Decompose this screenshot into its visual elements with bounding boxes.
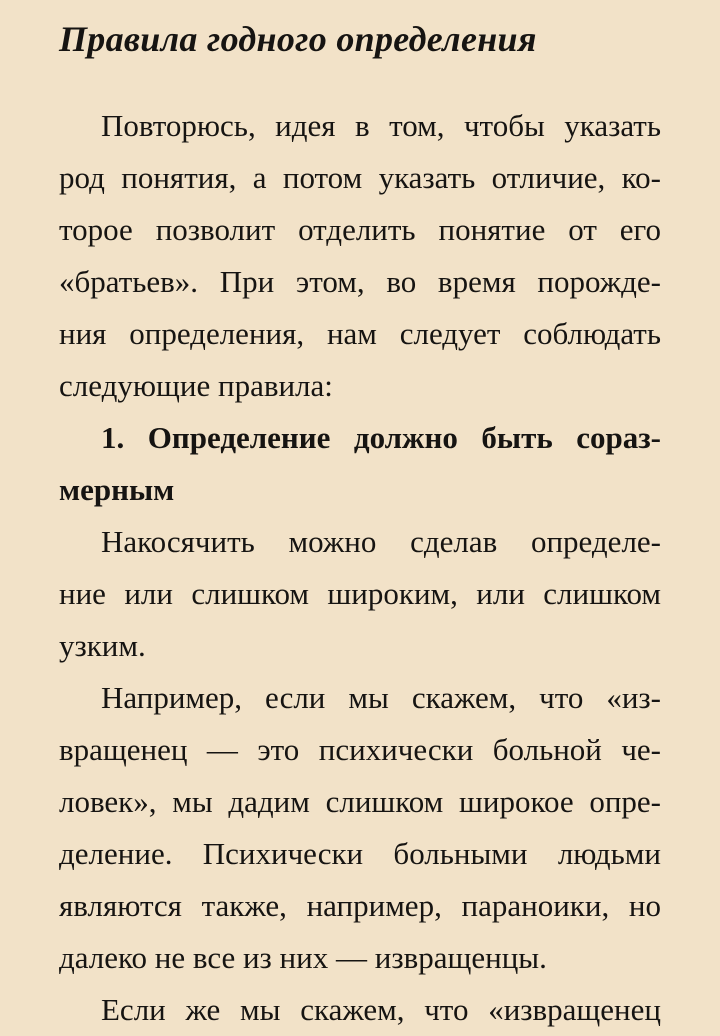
paragraph-rule-1-body [59,516,661,672]
text-line: узким. [59,628,146,663]
text-line: ловек», мы дадим слишком широкое опре- [59,784,661,819]
text-line: Повторюсь, идея в том, чтобы указать [101,108,661,143]
paragraph-example-too-wide [59,672,661,984]
chapter-title: Правила годного определения [59,19,537,59]
text-line: род понятия, а потом указать отличие, ко- [59,160,661,195]
text-line: деление. Психически больными людьми [59,836,661,871]
text-line: 1. Определение должно быть сораз- [101,420,661,455]
paragraph-rule-1-heading [59,412,661,516]
text-line: вращенец — это психически больной че- [59,732,661,767]
text-line: являются также, например, параноики, но [59,888,661,923]
text-line: Если же мы скажем, что «извращенец [101,992,661,1027]
text-line: ние или слишком широким, или слишком [59,576,661,611]
body-text [59,100,661,1036]
text-line: следующие правила: [59,368,333,403]
paragraph-intro [59,100,661,412]
text-line: «братьев». При этом, во время порожде- [59,264,661,299]
text-line: далеко не все из них — извращенцы. [59,940,547,975]
text-line: торое позволит отделить понятие от его [59,212,661,247]
text-line: Накосячить можно сделав определе- [101,524,661,559]
text-line: мерным [59,472,175,507]
text-line: ния определения, нам следует соблюдать [59,316,661,351]
paragraph-example-too-narrow-start [59,984,661,1036]
text-line: Например, если мы скажем, что «из- [101,680,661,715]
